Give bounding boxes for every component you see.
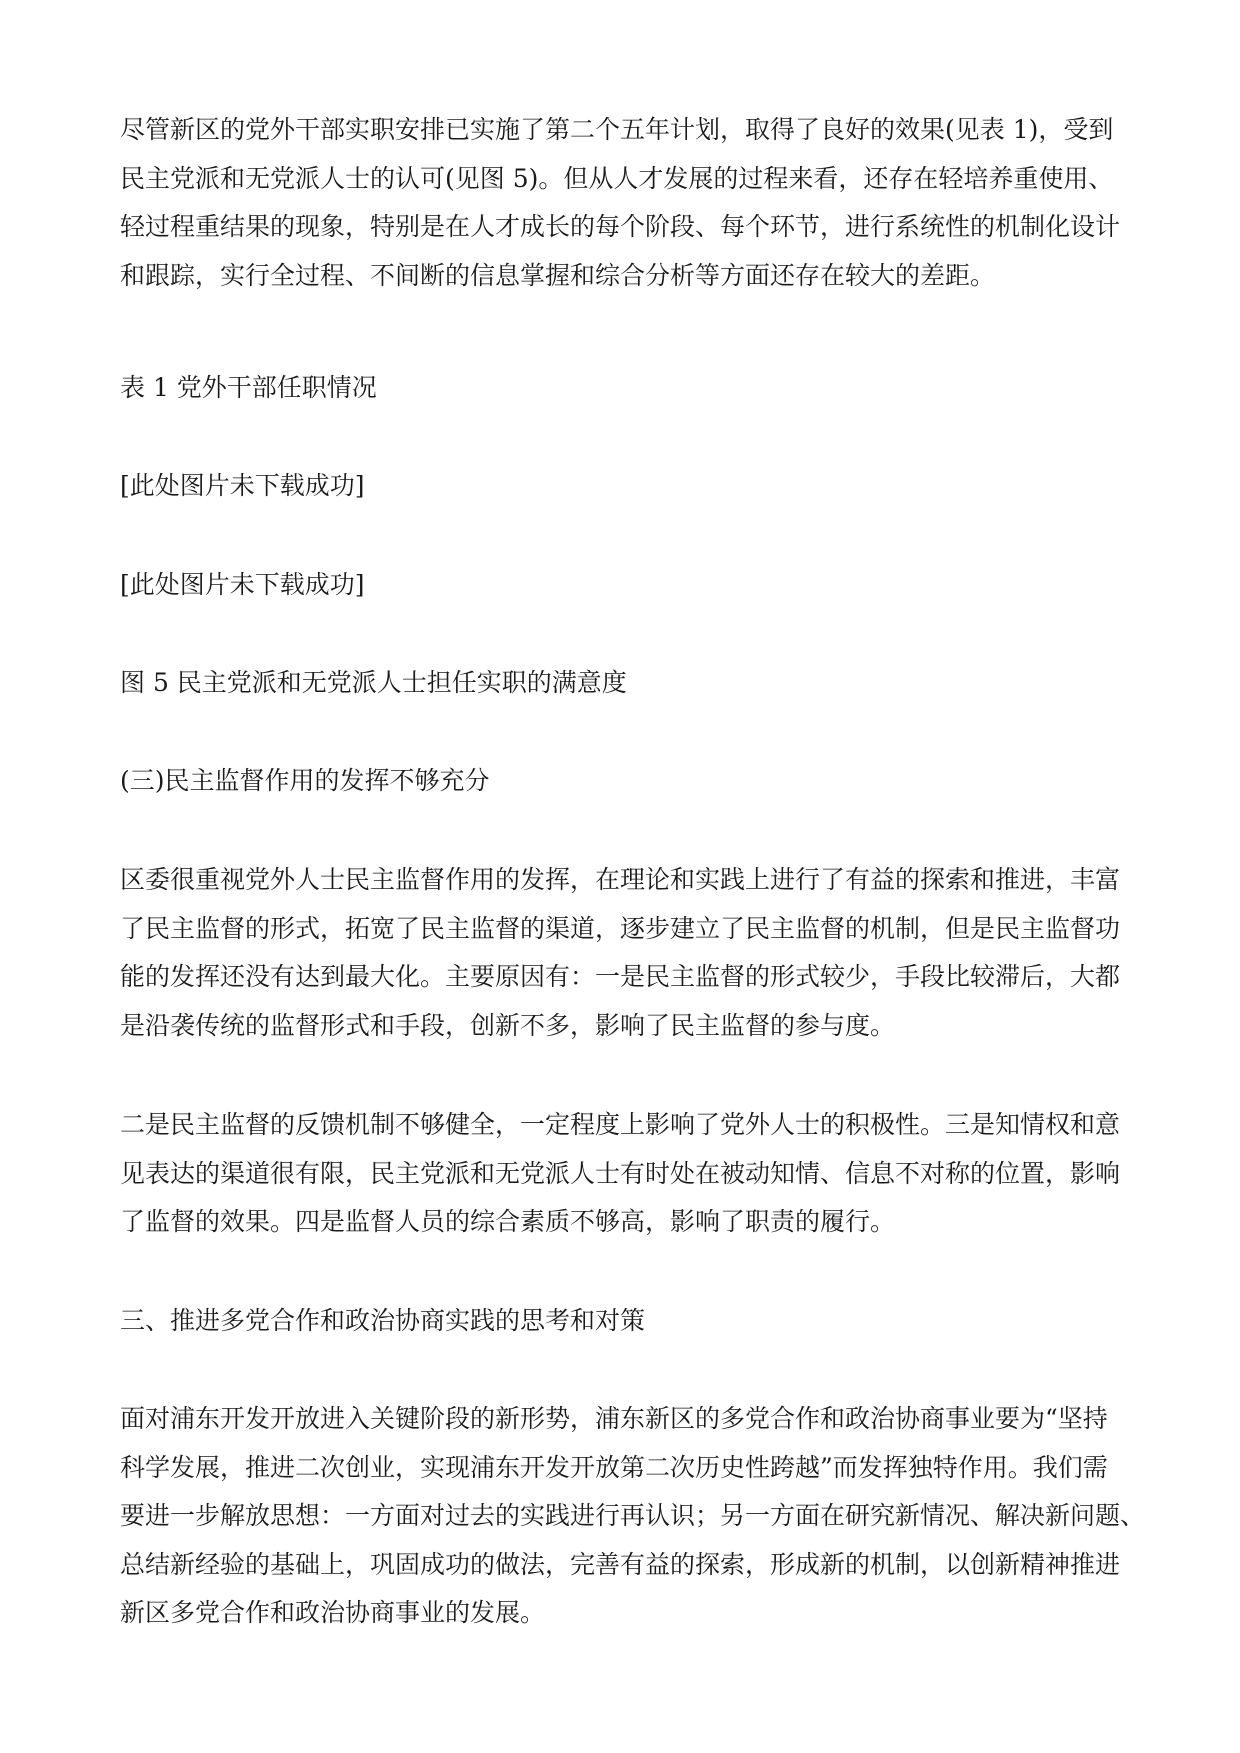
paragraph-line: 二是民主监督的反馈机制不够健全，一定程度上影响了党外人士的积极性。三是知情权和意 [120,1110,1121,1139]
paragraph-line: 见表达的渠道很有限，民主党派和无党派人士有时处在被动知情、信息不对称的位置，影响 [120,1158,1121,1188]
paragraph-line: 了民主监督的形式，拓宽了民主监督的渠道，逐步建立了民主监督的机制，但是民主监督功 [120,913,1121,943]
paragraph-2 [120,856,1130,1050]
paragraph-line: 新区多党合作和政治协商事业的发展。 [120,1598,546,1627]
figure-caption-text: 图 5 民主党派和无党派人士担任实职的满意度 [120,668,627,697]
paragraph-line: 和跟踪，实行全过程、不间断的信息掌握和综合分析等方面还存在较大的差距。 [120,260,996,290]
image-placeholder-text: [此处图片未下载成功] [120,570,365,599]
paragraph-line: 尽管新区的党外干部实职安排已实施了第二个五年计划，取得了良好的效果(见表 1)，受到 [120,115,1114,144]
section-heading-text: (三)民主监督作用的发挥不够充分 [120,766,490,795]
paragraph-line: 是沿袭传统的监督形式和手段，创新不多，影响了民主监督的参与度。 [120,1010,896,1040]
paragraph-line: 能的发挥还没有达到最大化。主要原因有：一是民主监督的形式较少，手段比较滞后，大都 [120,962,1121,991]
figure-caption [120,659,1130,708]
table-caption [120,364,1130,413]
image-placeholder-1 [120,462,1130,511]
table-caption-text: 表 1 党外干部任职情况 [120,373,377,402]
paragraph-3 [120,1101,1130,1247]
paragraph-line: 面对浦东开发开放进入关键阶段的新形势，浦东新区的多党合作和政治协商事业要为“坚持 [120,1404,1108,1433]
chapter-heading [120,1297,1130,1346]
section-heading [120,757,1130,806]
image-placeholder-2 [120,561,1130,610]
paragraph-line: 轻过程重结果的现象，特别是在人才成长的每个阶段、每个环节，进行系统性的机制化设计 [120,212,1121,241]
paragraph-line: 要进一步解放思想：一方面对过去的实践进行再认识；另一方面在研究新情况、解决新问题、 [120,1501,1146,1530]
paragraph-line: 了监督的效果。四是监督人员的综合素质不够高，影响了职责的履行。 [120,1207,896,1236]
paragraph-line: 总结新经验的基础上，巩固成功的做法，完善有益的探索，形成新的机制，以创新精神推进 [120,1549,1121,1579]
image-placeholder-text: [此处图片未下载成功] [120,471,365,500]
paragraph-line: 民主党派和无党派人士的认可(见图 5)。但从人才发展的过程来看，还存在轻培养重使用、 [120,163,1114,193]
paragraph-1 [120,106,1130,300]
paragraph-line: 区委很重视党外人士民主监督作用的发挥，在理论和实践上进行了有益的探索和推进，丰富 [120,865,1121,894]
paragraph-line: 科学发展，推进二次创业，实现浦东开发开放第二次历史性跨越”而发挥独特作用。我们需 [120,1452,1108,1482]
chapter-heading-text: 三、推进多党合作和政治协商实践的思考和对策 [120,1306,646,1335]
paragraph-4 [120,1395,1146,1638]
